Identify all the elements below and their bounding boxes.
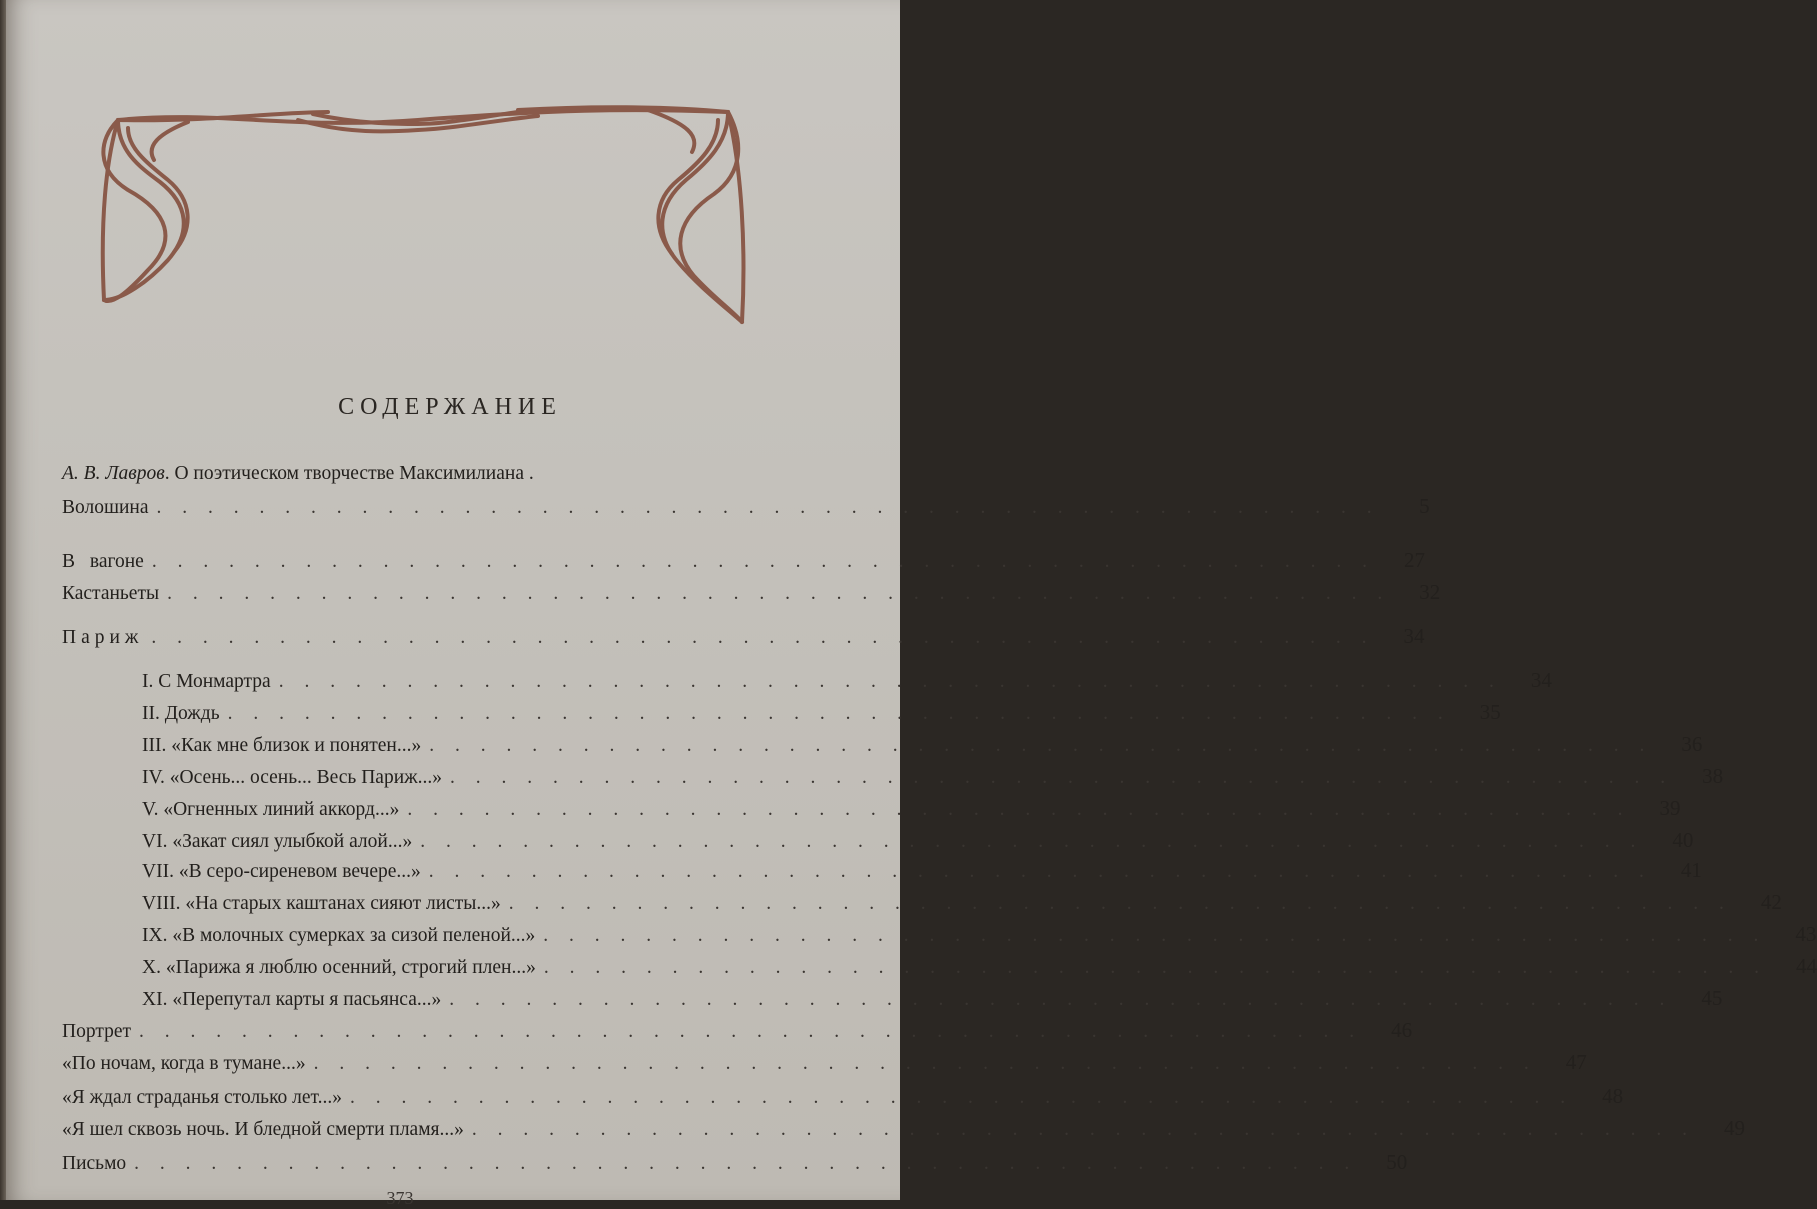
toc-page-number: 5 [1419,494,1430,518]
toc-page-number: 38 [1702,764,1724,788]
toc-leader-dots: . . . . . . . . . . . . . . . . . . . . . . . . . . . . . . . . . . . . . . . . . . . . . . . . [151,551,1375,572]
toc-subentry [142,794,1681,822]
toc-leader-dots: . . . . . . . . . . . . . . . . . . . . . . . . . . . . . . . . . . . . . . . . . . . . . . . . [350,1087,1574,1108]
toc-page-number: 47 [1565,1050,1587,1074]
toc-page-number: 50 [1386,1150,1408,1174]
toc-page-number: 34 [1403,624,1425,648]
toc-entry-title: V. «Огненных линий аккорд...» [142,799,400,820]
toc-subentry [142,666,1552,694]
toc-subentry [142,888,1782,916]
toc-entry-title: IX. «В молочных сумерках за сизой пеленой...» [142,925,536,946]
toc-entry [62,1048,1587,1076]
toc-page-number: 40 [1672,828,1694,852]
toc-leader-dots: . . . . . . . . . . . . . . . . . . . . . . . . . . . . . . . . . . . . . . . . . . . . . . . . [313,1053,1537,1074]
toc-entry-title: «По ночам, когда в тумане...» [62,1053,306,1074]
toc-leader-dots: . . . . . . . . . . . . . . . . . . . . . . . . . . . . . . . . . . . . . . . . . . . . . . . . [429,735,1653,756]
toc-leader-dots: . . . . . . . . . . . . . . . . . . . . . . . . . . . . . . . . . . . . . . . . . . . . . . . . [420,831,1644,852]
toc-page-number: 27 [1403,548,1425,572]
toc-leader-dots: . . . . . . . . . . . . . . . . . . . . . . . . . . . . . . . . . . . . . . . . . . . . . . . . [471,1119,1696,1140]
toc-entry-title: Париж [62,627,144,648]
toc-page-number: 36 [1681,732,1703,756]
toc-page-number: 48 [1602,1084,1624,1108]
footer-page-number: 373 [386,1188,414,1208]
toc-page-number: 42 [1760,890,1782,914]
toc-leader-dots: . . . . . . . . . . . . . . . . . . . . . . . . . . . . . . . . . . . . . . . . . . . . . . . . [156,497,1380,518]
toc-entry-title: VIII. «На старых каштанах сияют листы...» [142,893,501,914]
toc-leader-dots: . . . . . . . . . . . . . . . . . . . . . . . . . . . . . . . . . . . . . . . . . . . . . . . . [407,799,1631,820]
toc-leader-dots: . . . . . . . . . . . . . . . . . . . . . . . . . . . . . . . . . . . . . . . . . . . . . . . . [508,893,1732,914]
toc-page-number: 46 [1391,1018,1413,1042]
toc-intro-title-line2: Волошина [62,497,149,518]
toc-leader-dots: . . . . . . . . . . . . . . . . . . . . . . . . . . . . . . . . . . . . . . . . . . . . . . . . [449,989,1673,1010]
toc-leader-dots: . . . . . . . . . . . . . . . . . . . . . . . . . . . . . . . . . . . . . . . . . . . . . . . . [543,925,1767,946]
toc-entry-title: Кастаньеты [62,583,160,604]
toc-page-number: 45 [1701,986,1723,1010]
toc-entry-title: X. «Парижа я люблю осенний, строгий плен...» [142,957,536,978]
toc-subentry [142,920,1817,948]
toc-entry [62,1082,1624,1110]
toc-page-number: 39 [1659,796,1681,820]
toc-entry-title: II. Дождь [142,703,220,724]
toc-entry-title: «Я шел сквозь ночь. И бледной смерти пламя...» [62,1119,464,1140]
toc-entry [62,1148,1408,1176]
toc-leader-dots: . . . . . . . . . . . . . . . . . . . . . . . . . . . . . . . . . . . . . . . . . . . . . . . . [227,703,1451,724]
toc-entry-title: IV. «Осень... осень... Весь Париж...» [142,767,442,788]
toc-entry-title: III. «Как мне близок и понятен...» [142,735,422,756]
toc-entry [62,546,1425,574]
toc-intro-title-line1: . О поэтическом творчестве Максимилиана . [164,463,534,484]
toc-entry-title: VII. «В серо-сиреневом вечере...» [142,861,421,882]
toc-subentry [142,698,1501,726]
toc-entry [62,1114,1746,1142]
toc-leader-dots: . . . . . . . . . . . . . . . . . . . . . . . . . . . . . . . . . . . . . . . . . . . . . . . . [428,861,1652,882]
toc-intro-author: А. В. Лавров [62,463,165,484]
toc-page-number: 34 [1530,668,1552,692]
toc-subentry [142,856,1702,884]
toc-subentry [142,984,1723,1012]
toc-leader-dots: . . . . . . . . . . . . . . . . . . . . . . . . . . . . . . . . . . . . . . . . . . . . . . . . [167,583,1391,604]
toc-entry-title: XI. «Перепутал карты я пасьянса...» [142,989,442,1010]
toc-entry-title: VI. «Закат сиял улыбкой алой...» [142,831,413,852]
toc-subentry [142,762,1724,790]
toc-subentry [142,952,1817,980]
toc-entry-title: «Я ждал страданья столько лет...» [62,1087,342,1108]
toc-subentry [142,826,1694,854]
toc-page-number: 32 [1419,580,1441,604]
toc-leader-dots: . . . . . . . . . . . . . . . . . . . . . . . . . . . . . . . . . . . . . . . . . . . . . . . . [151,627,1375,648]
toc-entry-intro-line2 [62,492,1430,520]
toc-page-number: 44 [1795,954,1817,978]
toc-page-number: 43 [1795,922,1817,946]
toc-entry [62,622,1425,650]
toc-page-number: 41 [1680,858,1702,882]
toc-leader-dots: . . . . . . . . . . . . . . . . . . . . . . . . . . . . . . . . . . . . . . . . . . . . . . . . [543,957,1767,978]
toc-entry [62,1016,1413,1044]
toc-page-number: 35 [1479,700,1501,724]
toc-leader-dots: . . . . . . . . . . . . . . . . . . . . . . . . . . . . . . . . . . . . . . . . . . . . . . . . [449,767,1674,788]
toc-entry-title: В вагоне [62,551,144,572]
toc-page-number: 49 [1724,1116,1746,1140]
toc-leader-dots: . . . . . . . . . . . . . . . . . . . . . . . . . . . . . . . . . . . . . . . . . . . . . . . . [134,1153,1358,1174]
toc-leader-dots: . . . . . . . . . . . . . . . . . . . . . . . . . . . . . . . . . . . . . . . . . . . . . . . . [139,1021,1363,1042]
toc-entry [62,578,1441,606]
toc-entry-title: Портрет [62,1021,132,1042]
toc-subentry [142,730,1703,758]
toc-entry-title: I. С Монмартра [142,671,271,692]
toc-entry-title: Письмо [62,1153,127,1174]
toc-entry-intro-line1 [62,460,722,488]
page-title: СОДЕРЖАНИЕ [338,394,562,420]
toc-leader-dots: . . . . . . . . . . . . . . . . . . . . . . . . . . . . . . . . . . . . . . . . . . . . . . . . [278,671,1502,692]
